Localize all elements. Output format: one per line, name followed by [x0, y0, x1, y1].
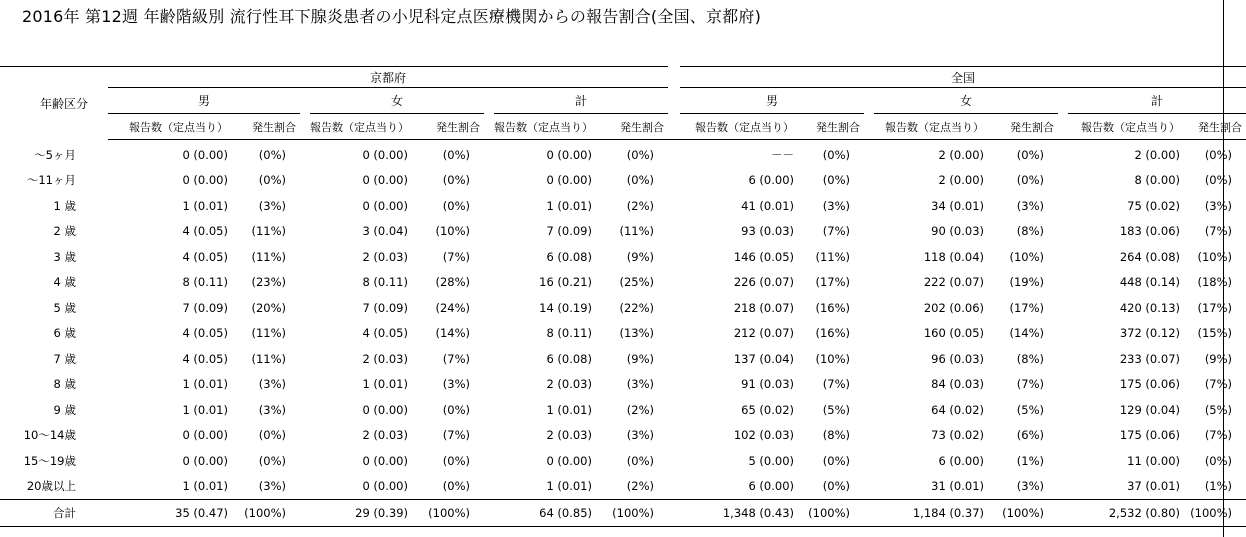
cell-count-z-t: 233 (0.07)	[1119, 351, 1181, 366]
table-row	[0, 346, 1246, 372]
col-header-rate-k-m: 発生割合	[234, 114, 300, 140]
cell-rate-k-f: (14%)	[435, 326, 470, 341]
cell-count-k-m: 8 (0.11)	[182, 275, 228, 290]
cell-count-z-m: 1,348 (0.43)	[680, 500, 800, 527]
cell-count-z-m: 6 (0.00)	[748, 479, 795, 494]
cell-rate-z-m: (5%)	[822, 402, 851, 417]
cell-count-k-m: 4 (0.05)	[182, 224, 228, 239]
cell-count-k-m: 35 (0.47)	[108, 500, 234, 527]
cell-rate-k-t: (9%)	[626, 249, 655, 264]
cell-count-k-f: 29 (0.39)	[310, 500, 414, 527]
cell-rate-k-t: (0%)	[626, 453, 655, 468]
cell-count-z-m: 212 (0.07)	[733, 326, 795, 341]
cell-rate-k-f: (0%)	[442, 402, 470, 417]
cell-rate-k-t: (11%)	[619, 224, 655, 239]
cell-count-z-f: 160 (0.05)	[923, 326, 985, 341]
col-header-rate-z-m: 発生割合	[800, 114, 864, 140]
cell-rate-z-f: (10%)	[1009, 249, 1045, 264]
cell-rate-z-t: (1%)	[1204, 479, 1233, 494]
cell-rate-k-t: (100%)	[598, 500, 668, 527]
cell-count-k-m: 4 (0.05)	[182, 326, 228, 341]
cell-count-z-t: 420 (0.13)	[1119, 300, 1181, 315]
cell-rate-z-t: (7%)	[1204, 377, 1233, 392]
cell-rate-k-m: (0%)	[258, 147, 286, 162]
table-row	[0, 244, 1246, 270]
cell-count-k-m: 0 (0.00)	[182, 453, 228, 468]
cell-count-z-f: 73 (0.02)	[931, 428, 985, 443]
col-header-count-z-m: 報告数（定点当り）	[680, 114, 800, 140]
cell-rate-z-f: (19%)	[1009, 275, 1045, 290]
cell-count-z-t: 75 (0.02)	[1127, 198, 1181, 213]
cell-count-z-t: 264 (0.08)	[1119, 249, 1181, 264]
cell-rate-z-f: (6%)	[1016, 428, 1045, 443]
cell-count-k-t: 6 (0.08)	[546, 351, 592, 366]
cell-rate-k-m: (100%)	[234, 500, 300, 527]
cell-count-k-f: 0 (0.00)	[362, 453, 408, 468]
cell-rate-z-m: (0%)	[822, 147, 851, 162]
cell-count-z-m: －－	[771, 147, 795, 162]
cell-count-z-f: 1,184 (0.37)	[874, 500, 990, 527]
cell-rate-k-m: (11%)	[251, 351, 286, 366]
cell-rate-z-t: (15%)	[1197, 326, 1233, 341]
age-label: 2 歳	[53, 224, 76, 239]
cell-rate-k-f: (28%)	[435, 275, 470, 290]
cell-count-k-m: 1 (0.01)	[182, 479, 228, 494]
cell-rate-z-t: (10%)	[1197, 249, 1233, 264]
age-label: 5 歳	[53, 300, 76, 315]
cell-count-k-t: 64 (0.85)	[494, 500, 598, 527]
cell-rate-k-t: (22%)	[619, 300, 655, 315]
cell-count-z-m: 65 (0.02)	[741, 402, 795, 417]
kyoto-sex-female: 女	[310, 88, 484, 114]
cell-rate-k-t: (2%)	[626, 198, 655, 213]
cell-rate-z-f: (0%)	[1016, 173, 1045, 188]
cell-rate-z-m: (0%)	[822, 479, 851, 494]
cell-rate-z-t: (7%)	[1204, 224, 1233, 239]
cell-count-z-f: 84 (0.03)	[931, 377, 985, 392]
cell-count-k-f: 0 (0.00)	[362, 402, 408, 417]
cell-rate-k-f: (0%)	[442, 198, 470, 213]
cell-rate-k-m: (23%)	[251, 275, 286, 290]
cell-count-z-t: 11 (0.00)	[1127, 453, 1181, 468]
cell-count-z-m: 146 (0.05)	[733, 249, 795, 264]
cell-count-z-f: 96 (0.03)	[931, 351, 985, 366]
cell-count-k-t: 14 (0.19)	[539, 300, 592, 315]
cell-count-z-f: 222 (0.07)	[923, 275, 985, 290]
cell-rate-z-m: (7%)	[822, 377, 851, 392]
cell-rate-k-f: (0%)	[442, 147, 470, 162]
table-row	[0, 193, 1246, 219]
cell-count-z-f: 2 (0.00)	[938, 173, 985, 188]
cell-rate-z-f: (17%)	[1009, 300, 1045, 315]
cell-count-k-t: 1 (0.01)	[546, 198, 592, 213]
age-label: ～11ヶ月	[26, 173, 76, 188]
cell-rate-k-t: (2%)	[626, 402, 655, 417]
cell-count-z-t: 175 (0.06)	[1119, 428, 1181, 443]
cell-rate-z-t: (7%)	[1204, 428, 1233, 443]
cell-rate-z-t: (9%)	[1204, 351, 1233, 366]
age-label: 10～14歳	[23, 428, 76, 443]
age-label: 6 歳	[53, 326, 76, 341]
cell-count-z-m: 41 (0.01)	[741, 198, 795, 213]
cell-rate-k-f: (7%)	[442, 249, 470, 264]
cell-count-k-t: 7 (0.09)	[546, 224, 592, 239]
age-label: 15～19歳	[23, 453, 76, 468]
table-row	[0, 295, 1246, 321]
cell-count-k-m: 1 (0.01)	[182, 198, 228, 213]
table-row	[0, 140, 1246, 168]
cell-rate-z-m: (17%)	[815, 275, 851, 290]
cell-rate-z-t: (17%)	[1197, 300, 1233, 315]
cell-count-z-f: 202 (0.06)	[923, 300, 985, 315]
cell-rate-z-m: (16%)	[815, 300, 851, 315]
cell-count-z-f: 90 (0.03)	[931, 224, 985, 239]
cell-count-k-f: 2 (0.03)	[362, 249, 408, 264]
cell-count-k-t: 1 (0.01)	[546, 479, 592, 494]
cell-rate-k-t: (3%)	[626, 428, 655, 443]
cell-count-k-t: 8 (0.11)	[546, 326, 592, 341]
cell-count-k-f: 4 (0.05)	[362, 326, 408, 341]
cell-count-k-t: 2 (0.03)	[546, 377, 592, 392]
cell-count-z-t: 2,532 (0.80)	[1068, 500, 1186, 527]
cell-rate-z-t: (3%)	[1204, 198, 1233, 213]
table-row	[0, 474, 1246, 500]
cell-rate-k-f: (0%)	[442, 453, 470, 468]
col-header-count-z-f: 報告数（定点当り）	[874, 114, 990, 140]
age-label: 4 歳	[53, 275, 76, 290]
table-row	[0, 321, 1246, 347]
cell-count-z-t: 37 (0.01)	[1127, 479, 1181, 494]
cell-rate-z-m: (11%)	[815, 249, 851, 264]
cell-rate-z-t: (0%)	[1204, 453, 1233, 468]
cell-rate-z-t: (100%)	[1186, 500, 1246, 527]
cell-count-z-t: 372 (0.12)	[1119, 326, 1181, 341]
region-header-kyoto: 京都府	[108, 67, 668, 88]
age-column-header: 年齢区分	[0, 67, 108, 140]
cell-rate-z-m: (8%)	[822, 428, 851, 443]
cell-count-k-f: 3 (0.04)	[362, 224, 408, 239]
cell-count-k-t: 0 (0.00)	[546, 147, 592, 162]
cell-rate-z-m: (3%)	[822, 198, 851, 213]
cell-count-z-f: 2 (0.00)	[938, 147, 985, 162]
cell-rate-k-m: (3%)	[258, 377, 286, 392]
cell-count-z-m: 226 (0.07)	[733, 275, 795, 290]
age-label: 7 歳	[53, 351, 76, 366]
cell-count-k-m: 0 (0.00)	[182, 428, 228, 443]
cell-rate-z-f: (14%)	[1009, 326, 1045, 341]
cell-count-z-f: 34 (0.01)	[931, 198, 985, 213]
cell-count-z-m: 6 (0.00)	[748, 173, 795, 188]
table-row	[0, 372, 1246, 398]
cell-rate-z-t: (18%)	[1197, 275, 1233, 290]
table-row	[0, 168, 1246, 194]
cell-count-k-m: 0 (0.00)	[182, 173, 228, 188]
cell-count-z-m: 93 (0.03)	[741, 224, 795, 239]
report-table	[0, 66, 1246, 527]
cell-count-z-m: 218 (0.07)	[733, 300, 795, 315]
col-header-rate-z-t: 発生割合	[1186, 114, 1246, 140]
cell-count-z-m: 102 (0.03)	[733, 428, 795, 443]
cell-rate-z-m: (16%)	[815, 326, 851, 341]
cell-rate-z-m: (0%)	[822, 173, 851, 188]
cell-count-k-m: 1 (0.01)	[182, 402, 228, 417]
cell-rate-k-t: (13%)	[619, 326, 655, 341]
cell-rate-k-m: (3%)	[258, 402, 286, 417]
cell-rate-k-m: (11%)	[251, 249, 286, 264]
cell-count-z-m: 5 (0.00)	[748, 453, 795, 468]
cell-count-k-t: 1 (0.01)	[546, 402, 592, 417]
cell-rate-z-f: (0%)	[1016, 147, 1045, 162]
table-row	[0, 448, 1246, 474]
col-header-count-k-m: 報告数（定点当り）	[108, 114, 234, 140]
age-label: 3 歳	[53, 249, 76, 264]
cell-rate-k-t: (25%)	[619, 275, 655, 290]
cell-rate-k-f: (7%)	[442, 351, 470, 366]
region-header-national: 全国	[680, 67, 1246, 88]
table-row	[0, 423, 1246, 449]
cell-rate-k-f: (100%)	[414, 500, 484, 527]
cell-count-k-m: 1 (0.01)	[182, 377, 228, 392]
cell-count-z-t: 2 (0.00)	[1134, 147, 1181, 162]
cell-count-k-t: 2 (0.03)	[546, 428, 592, 443]
cell-count-k-m: 7 (0.09)	[182, 300, 228, 315]
cell-rate-k-m: (0%)	[258, 453, 286, 468]
cell-count-z-m: 137 (0.04)	[733, 351, 795, 366]
cell-count-z-t: 8 (0.00)	[1134, 173, 1181, 188]
total-row	[0, 500, 1246, 527]
cell-count-k-m: 4 (0.05)	[182, 351, 228, 366]
table-row	[0, 270, 1246, 296]
cell-rate-z-m: (100%)	[800, 500, 864, 527]
cell-rate-k-f: (0%)	[442, 479, 470, 494]
total-label: 合計	[0, 500, 108, 527]
cell-rate-z-t: (0%)	[1204, 173, 1233, 188]
cell-rate-z-m: (10%)	[815, 351, 851, 366]
cell-rate-k-m: (0%)	[258, 428, 286, 443]
cell-rate-z-t: (0%)	[1204, 147, 1233, 162]
cell-count-k-f: 7 (0.09)	[362, 300, 408, 315]
cell-count-k-m: 4 (0.05)	[182, 249, 228, 264]
cell-count-z-t: 183 (0.06)	[1119, 224, 1181, 239]
col-header-count-z-t: 報告数（定点当り）	[1068, 114, 1186, 140]
cell-rate-z-f: (1%)	[1016, 453, 1045, 468]
cell-count-k-t: 16 (0.21)	[539, 275, 592, 290]
cell-rate-k-f: (3%)	[442, 377, 470, 392]
cell-rate-z-t: (5%)	[1204, 402, 1233, 417]
page-title: 2016年 第12週 年齢階級別 流行性耳下腺炎患者の小児科定点医療機関からの報告割合(全国、京都府)	[22, 7, 762, 26]
cell-rate-k-m: (0%)	[258, 173, 286, 188]
cell-rate-z-f: (5%)	[1016, 402, 1045, 417]
cell-rate-k-f: (24%)	[435, 300, 470, 315]
cell-rate-k-m: (11%)	[251, 326, 286, 341]
cell-count-k-f: 0 (0.00)	[362, 173, 408, 188]
cell-count-k-f: 8 (0.11)	[362, 275, 408, 290]
cell-count-z-t: 175 (0.06)	[1119, 377, 1181, 392]
cell-count-z-t: 129 (0.04)	[1119, 402, 1181, 417]
cell-rate-k-m: (20%)	[251, 300, 286, 315]
col-header-rate-k-f: 発生割合	[414, 114, 484, 140]
cell-rate-z-m: (0%)	[822, 453, 851, 468]
cell-rate-z-f: (100%)	[990, 500, 1058, 527]
cell-count-z-f: 6 (0.00)	[938, 453, 985, 468]
col-header-rate-z-f: 発生割合	[990, 114, 1058, 140]
col-header-count-k-t: 報告数（定点当り）	[494, 114, 598, 140]
table-row	[0, 397, 1246, 423]
cell-rate-k-t: (0%)	[626, 173, 655, 188]
national-sex-total: 計	[1068, 88, 1246, 114]
cell-rate-z-f: (8%)	[1016, 224, 1045, 239]
age-label: 1 歳	[53, 198, 76, 213]
cell-count-k-f: 0 (0.00)	[362, 147, 408, 162]
age-label: 8 歳	[53, 377, 76, 392]
col-header-count-k-f: 報告数（定点当り）	[310, 114, 414, 140]
national-sex-female: 女	[874, 88, 1058, 114]
cell-count-k-f: 2 (0.03)	[362, 428, 408, 443]
cell-rate-z-f: (8%)	[1016, 351, 1045, 366]
cell-count-z-f: 118 (0.04)	[923, 249, 985, 264]
cell-rate-z-m: (7%)	[822, 224, 851, 239]
age-label: ～5ヶ月	[34, 147, 76, 162]
cell-rate-k-t: (9%)	[626, 351, 655, 366]
age-label: 20歳以上	[26, 479, 76, 494]
cell-rate-k-f: (0%)	[442, 173, 470, 188]
cell-rate-z-f: (7%)	[1016, 377, 1045, 392]
cell-rate-k-t: (0%)	[626, 147, 655, 162]
cell-count-k-f: 2 (0.03)	[362, 351, 408, 366]
national-sex-male: 男	[680, 88, 864, 114]
cell-count-k-t: 0 (0.00)	[546, 173, 592, 188]
table-row	[0, 219, 1246, 245]
cell-count-k-f: 0 (0.00)	[362, 198, 408, 213]
cell-count-k-f: 0 (0.00)	[362, 479, 408, 494]
col-header-rate-k-t: 発生割合	[598, 114, 668, 140]
kyoto-sex-male: 男	[108, 88, 300, 114]
cell-count-z-f: 64 (0.02)	[931, 402, 985, 417]
cell-rate-k-m: (3%)	[258, 198, 286, 213]
cell-count-z-m: 91 (0.03)	[741, 377, 795, 392]
cell-rate-k-m: (11%)	[251, 224, 286, 239]
cell-count-k-t: 6 (0.08)	[546, 249, 592, 264]
cell-rate-k-f: (10%)	[435, 224, 470, 239]
cell-count-k-m: 0 (0.00)	[182, 147, 228, 162]
cell-rate-z-f: (3%)	[1016, 479, 1045, 494]
cell-rate-k-t: (2%)	[626, 479, 655, 494]
cell-count-k-t: 0 (0.00)	[546, 453, 592, 468]
cell-rate-z-f: (3%)	[1016, 198, 1045, 213]
cell-count-k-f: 1 (0.01)	[362, 377, 408, 392]
age-label: 9 歳	[53, 402, 76, 417]
cell-count-z-f: 31 (0.01)	[931, 479, 985, 494]
cell-rate-k-t: (3%)	[626, 377, 655, 392]
cell-count-z-t: 448 (0.14)	[1119, 275, 1181, 290]
cell-rate-k-f: (7%)	[442, 428, 470, 443]
cell-rate-k-m: (3%)	[258, 479, 286, 494]
kyoto-sex-total: 計	[494, 88, 668, 114]
